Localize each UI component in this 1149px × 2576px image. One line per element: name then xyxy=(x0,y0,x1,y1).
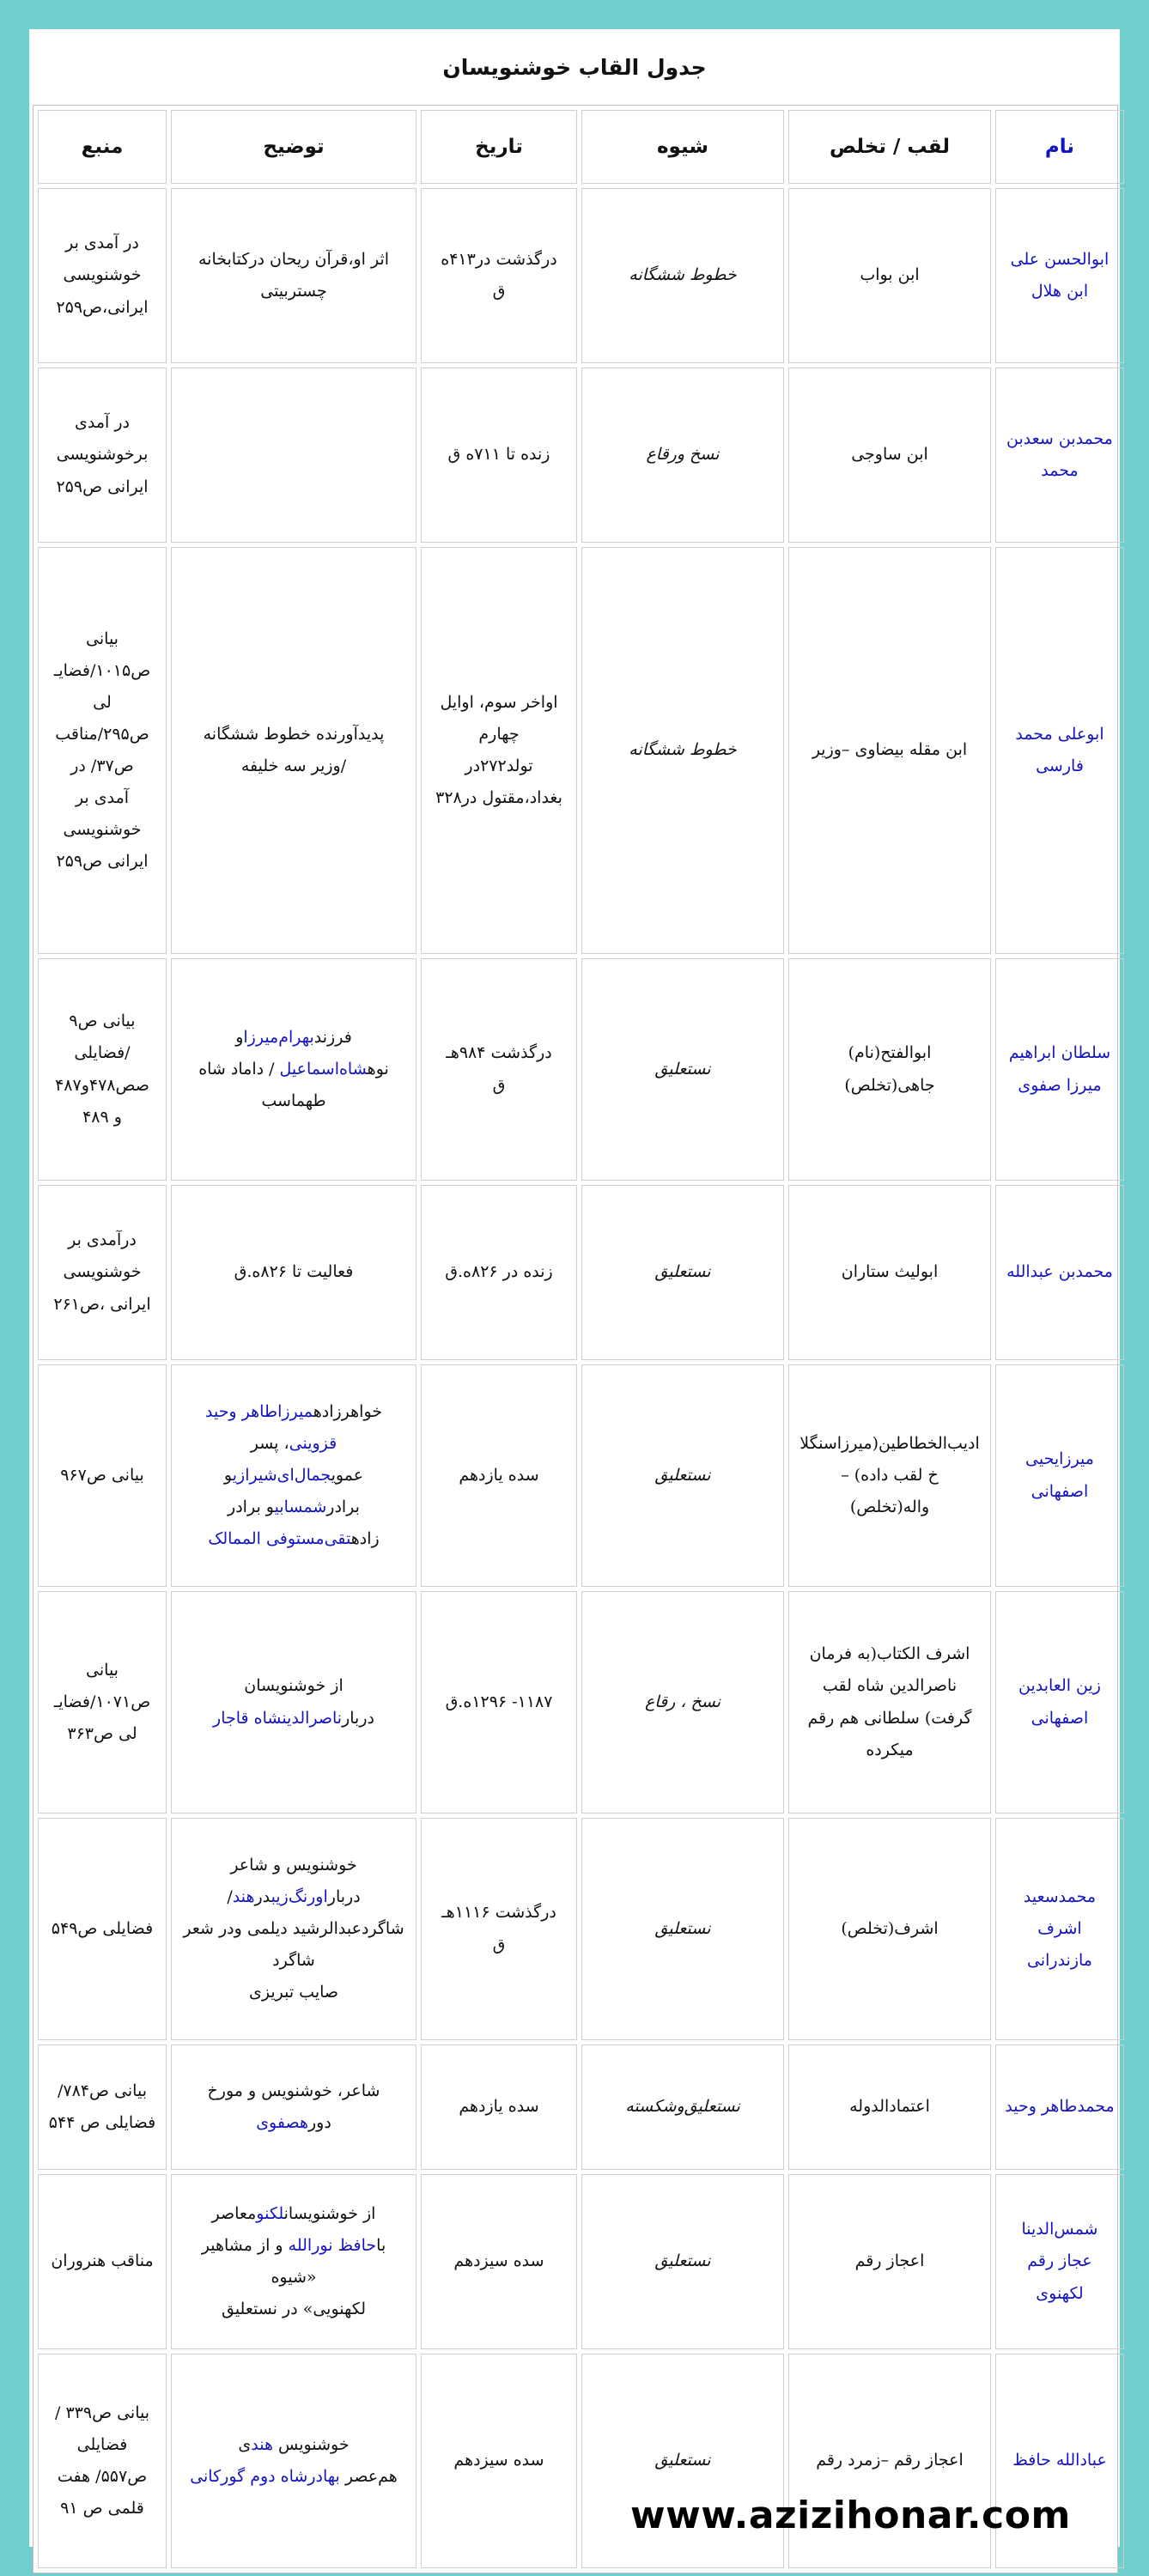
description-link[interactable]: جمال‌ای‌شیرازی xyxy=(232,1465,331,1485)
cell-name: عبادالله حافظ xyxy=(995,2354,1124,2568)
cell-source: فضایلی ص۵۴۹ xyxy=(38,1818,167,2040)
column-header-description: توضیح xyxy=(171,110,416,184)
cell-style: نستعلیق xyxy=(581,2174,784,2349)
description-link[interactable]: هند xyxy=(251,2434,273,2454)
description-link[interactable]: بهادرشاه دوم گورکانی xyxy=(190,2467,340,2486)
cell-source: بیانی ص۱۰۱۵/فضایـ لی ص۲۹۵/مناقب ص۳۷/ در آمدی بر خوشنویسی ایرانی ص۲۵۹ xyxy=(38,547,167,954)
cell-date: زنده در ۸۲۶ه.ق xyxy=(421,1185,577,1360)
cell-source: بیانی ص۹۶۷ xyxy=(38,1364,167,1587)
cell-source: درآمدی بر خوشنویسی ایرانی ،ص۲۶۱ xyxy=(38,1185,167,1360)
title-bar xyxy=(29,29,1120,105)
description-text: و برادر xyxy=(223,1465,360,1517)
cell-style: نستعلیق xyxy=(581,958,784,1181)
cell-title: اعتمادالدوله xyxy=(788,2044,991,2170)
table-row xyxy=(38,547,1124,954)
cell-style: نسخ ورقاع xyxy=(581,368,784,543)
cell-date: سده یازدهم xyxy=(421,2044,577,2170)
cell-description xyxy=(171,368,416,543)
description-link[interactable]: شمسا‌بی xyxy=(274,1498,327,1517)
cell-name: شمس‌الدینا عجاز رقم لکهنوی xyxy=(995,2174,1124,2349)
cell-description xyxy=(171,1185,416,1360)
description-link[interactable]: هصفوی xyxy=(256,2113,308,2132)
cell-title: ادیب‌الخطاطین(میرزاسنگلا خ لقب داده) – واله(تخلص) xyxy=(788,1364,991,1587)
table-row xyxy=(38,188,1124,363)
table-header-row xyxy=(38,110,1124,184)
cell-date: سده یازدهم xyxy=(421,1364,577,1587)
cell-name: محمدبن عبدالله xyxy=(995,1185,1124,1360)
description-text: خواهرزاده xyxy=(313,1401,383,1421)
cell-description xyxy=(171,1364,416,1587)
description-link[interactable]: اورنگ‌زیب xyxy=(271,1886,328,1906)
description-link[interactable]: هند xyxy=(232,1886,255,1906)
cell-description xyxy=(171,2354,416,2568)
cell-title: ابن ساوجی xyxy=(788,368,991,543)
cell-date: درگذشت ۱۱۱۶هـ ق xyxy=(421,1818,577,2040)
description-text: معاصر با xyxy=(211,2203,386,2255)
cell-source: در آمدی برخوشنویسی ایرانی ص۲۵۹ xyxy=(38,368,167,543)
description-link[interactable]: تقی‌مستوفی الممالک xyxy=(208,1529,351,1549)
cell-date: درگذشت در۴۱۳ه ق xyxy=(421,188,577,363)
cell-style: نستعلیق xyxy=(581,1818,784,2040)
column-header-title: لقب / تخلص xyxy=(788,110,991,184)
table-row xyxy=(38,1818,1124,2040)
description-text: اثر او،قرآن ریحان درکتابخانه چستربیتی xyxy=(198,249,390,301)
description-text: از خوشنویسان دربار xyxy=(244,1676,374,1728)
column-header-name: نام xyxy=(995,110,1124,184)
calligraphers-table xyxy=(33,106,1128,2573)
description-text: ی هم‌عصر xyxy=(238,2434,398,2486)
column-header-date: تاریخ xyxy=(421,110,577,184)
cell-name: ابوعلی محمد فارسی xyxy=(995,547,1124,954)
cell-style: خطوط ششگانه xyxy=(581,188,784,363)
table-row xyxy=(38,2044,1124,2170)
cell-source: در آمدی بر خوشنویسی ایرانی،ص۲۵۹ xyxy=(38,188,167,363)
cell-source: بیانی ص۱۰۷۱/فضایـ لی ص۳۶۳ xyxy=(38,1591,167,1814)
cell-name: سلطان ابراهیم میرزا صفوی xyxy=(995,958,1124,1181)
column-header-source: منبع xyxy=(38,110,167,184)
description-text: در xyxy=(254,1886,271,1906)
column-header-style: شیوه xyxy=(581,110,784,184)
description-text: خوشنویس و شاعر دربار xyxy=(230,1855,361,1906)
cell-style: نستعلیق xyxy=(581,1364,784,1587)
cell-title: ابن مقله بیضاوی –وزیر xyxy=(788,547,991,954)
cell-name: زین العابدین اصفهانی xyxy=(995,1591,1124,1814)
description-text: از خوشنویسان xyxy=(283,2203,376,2223)
cell-description xyxy=(171,1591,416,1814)
description-link[interactable]: شاه‌اسماعیل xyxy=(279,1059,368,1078)
description-text: فرزند xyxy=(313,1027,352,1047)
cell-name: محمدبن سعدبن محمد xyxy=(995,368,1124,543)
description-link[interactable]: حافظ نورالله xyxy=(288,2235,377,2255)
cell-style: نستعلیق xyxy=(581,1185,784,1360)
cell-source: بیانی ص۷۸۴/ فضایلی ص ۵۴۴ xyxy=(38,2044,167,2170)
website-watermark: www.azizihonar.com xyxy=(630,2494,1071,2537)
description-text: فعالیت تا ۸۲۶ه.ق xyxy=(234,1262,354,1282)
cell-description xyxy=(171,2174,416,2349)
cell-description xyxy=(171,188,416,363)
cell-title: ابولیث ستاران xyxy=(788,1185,991,1360)
cell-title: اشرف الکتاب(به فرمان ناصرالدین شاه لقب گرفت) سلطانی هم رقم میکرده xyxy=(788,1591,991,1814)
description-link[interactable]: ناصرالدینشاه قاجار xyxy=(213,1708,343,1728)
description-text: خوشنویس xyxy=(273,2434,350,2454)
description-link[interactable]: بهرام‌میرزا xyxy=(243,1027,314,1047)
cell-date: سده سیزدهم xyxy=(421,2174,577,2349)
cell-title: اشرف(تخلص) xyxy=(788,1818,991,2040)
cell-date: سده سیزدهم xyxy=(421,2354,577,2568)
cell-description xyxy=(171,1818,416,2040)
cell-style: نسخ ، رقاع xyxy=(581,1591,784,1814)
cell-source: بیانی ص۹ /فضایلی صص۴۷۸و۴۸۷ و ۴۸۹ xyxy=(38,958,167,1181)
cell-title: اعجاز رقم –زمرد رقم xyxy=(788,2354,991,2568)
cell-name: ابوالحسن علی ابن هلال xyxy=(995,188,1124,363)
table-body xyxy=(38,188,1124,2568)
table-row xyxy=(38,958,1124,1181)
cell-title: ابوالفتح(نام) جاهی(تخلص) xyxy=(788,958,991,1181)
table-row xyxy=(38,368,1124,543)
cell-name: میرزایحیی اصفهانی xyxy=(995,1364,1124,1587)
table-row xyxy=(38,1185,1124,1360)
cell-date: اواخر سوم، اوایل چهارم تولد۲۷۲در بغداد،مقتول در۳۲۸ xyxy=(421,547,577,954)
cell-name: محمدطاهر وحید xyxy=(995,2044,1124,2170)
table-row xyxy=(38,1591,1124,1814)
content-frame xyxy=(29,29,1120,2547)
cell-style: نستعلیق‌وشکسته xyxy=(581,2044,784,2170)
cell-source: مناقب هنروران xyxy=(38,2174,167,2349)
cell-description xyxy=(171,958,416,1181)
cell-style: خطوط ششگانه xyxy=(581,547,784,954)
description-text: و نوه xyxy=(235,1027,389,1078)
cell-description xyxy=(171,547,416,954)
description-link[interactable]: لکنو xyxy=(256,2203,284,2223)
cell-title: اعجاز رقم xyxy=(788,2174,991,2349)
cell-name: محمدسعید اشرف مازندرانی xyxy=(995,1818,1124,2040)
description-text: / داماد شاه طهماسب xyxy=(198,1059,326,1111)
description-text: پدیدآورنده خطوط ششگانه /وزیر سه خلیفه xyxy=(203,724,385,775)
page-title: جدول القاب خوشنویسان xyxy=(442,54,707,80)
cell-source: بیانی ص۳۳۹ / فضایلی ص۵۵۷/ هفت قلمی ص ۹۱ xyxy=(38,2354,167,2568)
table-row xyxy=(38,2174,1124,2349)
cell-date: زنده تا ۷۱۱ه ق xyxy=(421,368,577,543)
description-text: /شاگردعبدالرشید دیلمی ودر شعر شاگرد صایب تبریزی xyxy=(183,1886,404,2002)
cell-style: نستعلیق xyxy=(581,2354,784,2568)
cell-title: ابن بواب xyxy=(788,188,991,363)
table-row xyxy=(38,1364,1124,1587)
description-text: شاعر، خوشنویس و مورخ دور xyxy=(207,2081,380,2132)
description-text: و برادر زاده xyxy=(228,1498,380,1549)
cell-date: ۱۱۸۷- ۱۲۹۶ه.ق xyxy=(421,1591,577,1814)
cell-description xyxy=(171,2044,416,2170)
table-container xyxy=(33,105,1118,2573)
cell-date: درگذشت ۹۸۴هـ ق xyxy=(421,958,577,1181)
description-text: و از مشاهیر «شیوه لکهنویی» در نستعلیق xyxy=(201,2235,367,2319)
description-text: ، پسر عموی xyxy=(250,1433,364,1485)
description-link[interactable]: میرزاطاهر وحید قزوینی xyxy=(204,1401,337,1453)
